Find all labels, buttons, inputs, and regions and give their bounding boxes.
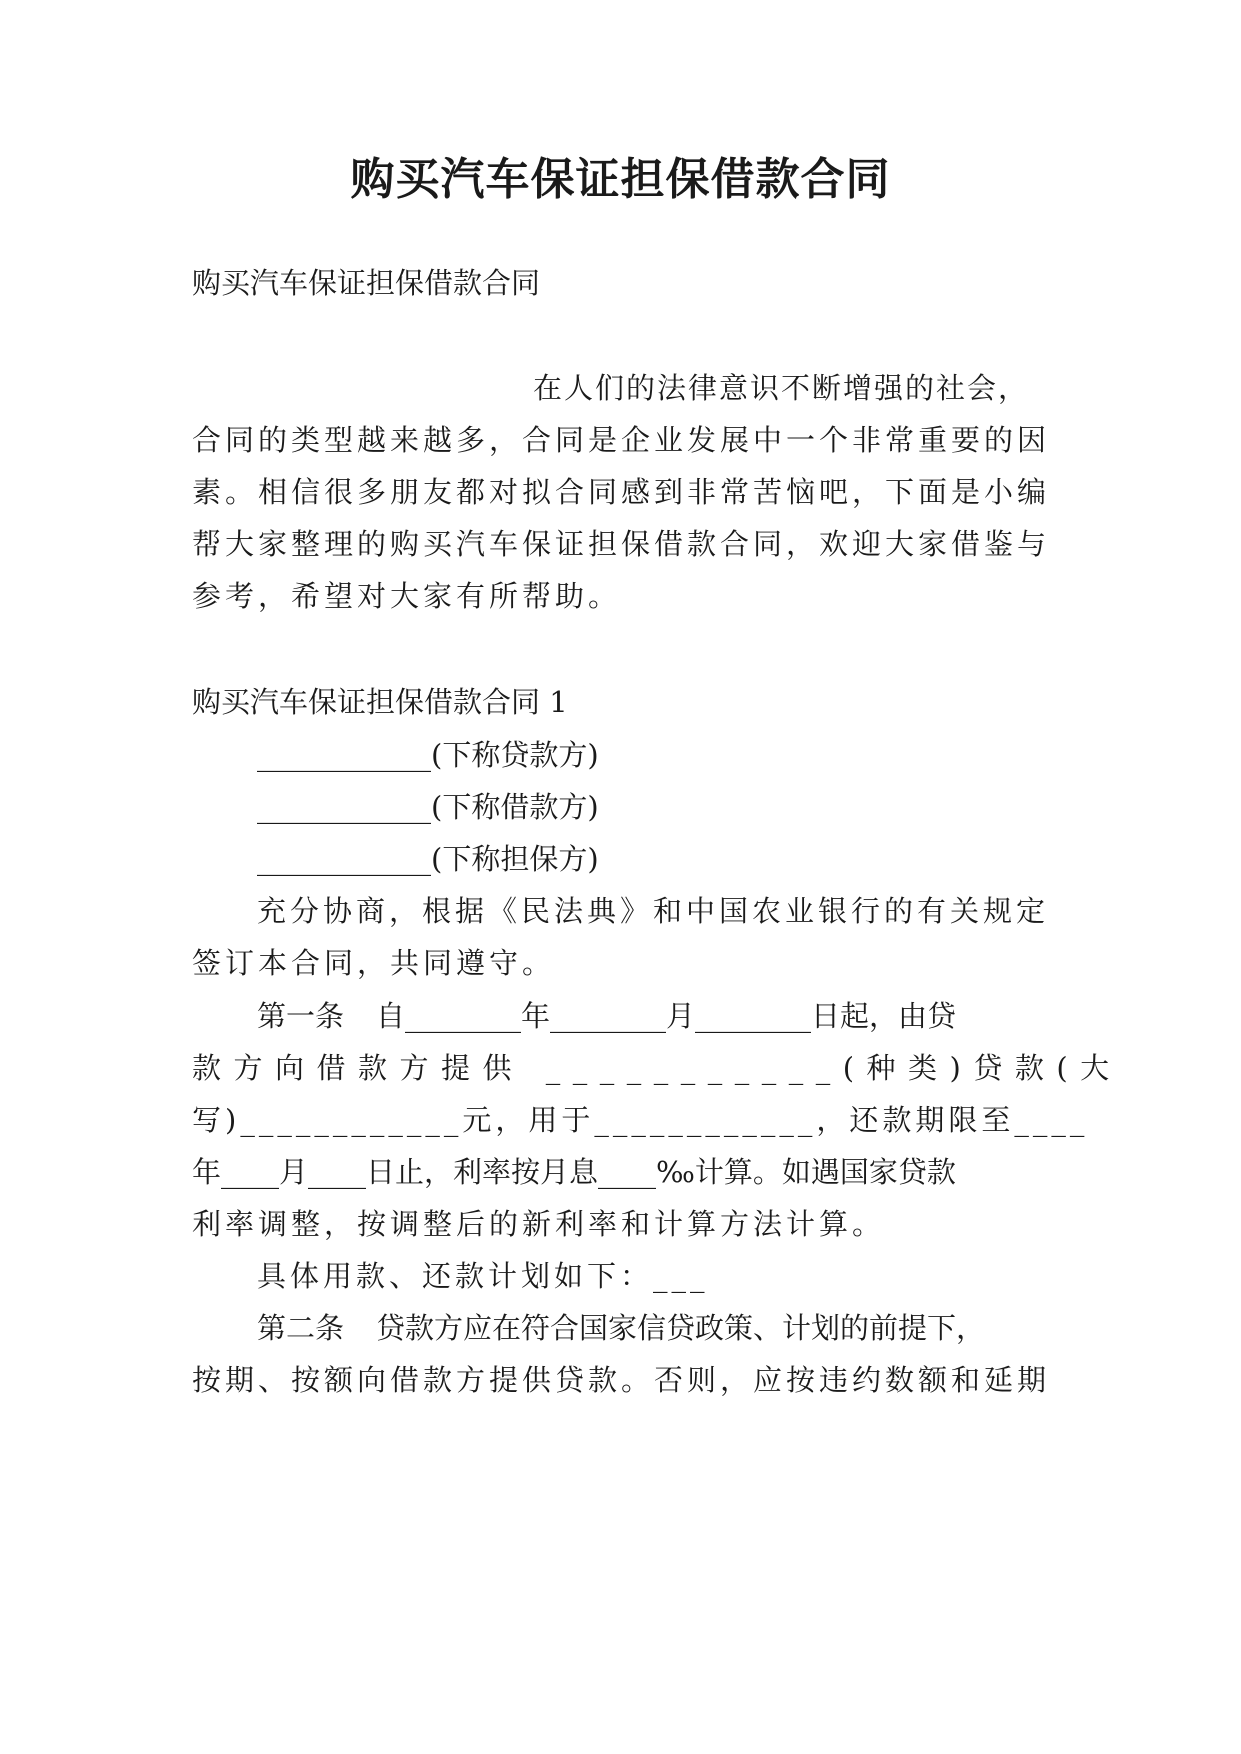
document-subtitle: 购买汽车保证担保借款合同 [192, 266, 541, 300]
article-1-line: 年____月____日止，利率按月息____‰计算。如遇国家贷款 [192, 1155, 956, 1189]
article-2-text: 贷款方应在符合国家信贷政策、计划的前提下， [376, 1311, 986, 1345]
article-2-line: 按期、按额向借款方提供贷款。否则，应按违约数额和延期 [192, 1363, 1051, 1397]
article-1-text: 自________年________月________日起，由贷 [376, 999, 957, 1033]
article-1-first-line [257, 996, 1137, 1036]
article-1-line: 利率调整，按调整后的新利率和计算方法计算。 [192, 1207, 886, 1241]
party-borrower: ____________(下称借款方) [257, 790, 599, 824]
repayment-plan-line: 具体用款、还款计划如下：___ [257, 1259, 709, 1293]
intro-line: 参考，希望对大家有所帮助。 [192, 579, 622, 613]
intro-line: 帮大家整理的购买汽车保证担保借款合同，欢迎大家借鉴与 [192, 527, 1051, 561]
article-1-label: 第一条 [257, 999, 345, 1033]
preamble-line: 签订本合同，共同遵守。 [192, 946, 556, 980]
section-heading: 购买汽车保证担保借款合同 1 [192, 685, 568, 719]
article-2-label: 第二条 [257, 1311, 345, 1345]
article-1-line: 写)____________元，用于____________，还款期限至____ [192, 1103, 1089, 1137]
intro-line: 素。相信很多朋友都对拟合同感到非常苦恼吧，下面是小编 [192, 475, 1051, 509]
preamble-line: 充分协商，根据《民法典》和中国农业银行的有关规定 [257, 894, 1050, 928]
article-1-line: 款方向借款方提供 ___________(种类)贷款(大 [192, 1051, 1122, 1085]
article-2-first-line [257, 1308, 1137, 1348]
party-lender: ____________(下称贷款方) [257, 738, 599, 772]
intro-line: 在人们的法律意识不断增强的社会， [533, 371, 1030, 405]
party-guarantor: ____________(下称担保方) [257, 842, 599, 876]
intro-line: 合同的类型越来越多，合同是企业发展中一个非常重要的因 [192, 423, 1051, 457]
document-title: 购买汽车保证担保借款合同 [350, 154, 891, 205]
